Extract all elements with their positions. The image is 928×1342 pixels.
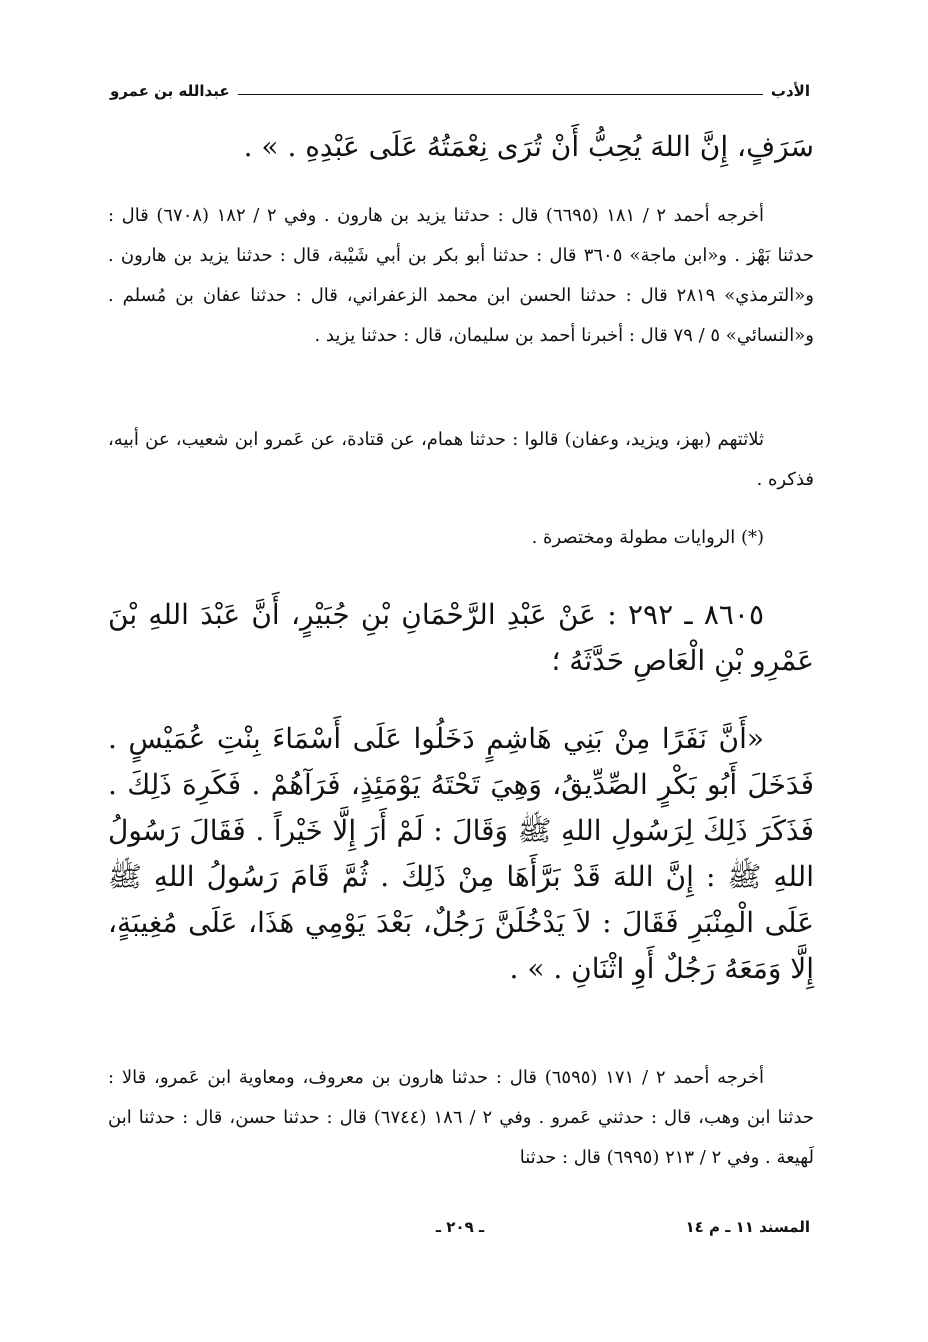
running-header xyxy=(110,74,810,100)
page-footer xyxy=(110,1218,810,1248)
header-rule xyxy=(238,94,763,95)
volume-signature: المسند ١١ ـ م ١٤ xyxy=(685,1218,810,1236)
hadith-end-text: سَرَفٍ، إِنَّ اللهَ يُحِبُّ أَنْ تُرَى نِعْمَتُهُ عَلَى عَبْدِهِ . » . xyxy=(243,130,814,163)
takhrij-paragraph-2: أخرجه أحمد ٢ / ١٧١ (٦٥٩٥) قال : حدثنا هارون بن معروف، ومعاوية ابن عَمرو، قالا : حدثنا ابن وهب، قال : حدثني عَمرو . وفي ٢ / ١٨٦ (٦٧٤٤) قال : حدثنا حسن، قال : حدثنا ابن لَهيعة . وفي ٢ / ٢١٣ (٦٩٩٥) قال : حدثنا xyxy=(108,1067,815,1168)
hadith-matn-text: «أَنَّ نَفَرًا مِنْ بَنِي هَاشِمٍ دَخَلُوا عَلَى أَسْمَاءَ بِنْتِ عُمَيْسٍ . فَدَخَلَ أَبُو بَكْرٍ الصِّدِّيقُ، وَهِيَ تَحْتَهُ يَوْمَئِذٍ، فَرَآهُمْ . فَكَرِهَ ذَلِكَ . فَذَكَرَ ذَلِكَ لِرَسُولِ اللهِ ﷺ وَقَالَ : لَمْ أَرَ إِلَّا خَيْراً . فَقَالَ رَسُولُ اللهِ ﷺ : إِنَّ اللهَ قَدْ بَرَّأَهَا مِنْ ذَلِكَ . ثُمَّ قَامَ رَسُولُ اللهِ ﷺ عَلَى الْمِنْبَرِ فَقَالَ : لاَ يَدْخُلَنَّ رَجُلٌ، بَعْدَ يَوْمِي هَذَا، عَلَى مُغِيبَةٍ، إِلَّا وَمَعَهُ رَجُلٌ أَوِ اثْنَانِ . » . xyxy=(108,722,815,985)
takhrij-paragraph-1: أخرجه أحمد ٢ / ١٨١ (٦٦٩٥) قال : حدثنا يزيد بن هارون . وفي ٢ / ١٨٢ (٦٧٠٨) قال : حدثنا بَهْز . و«ابن ماجة» ٣٦٠٥ قال : حدثنا أبو بكر بن أبي شَيْبة، قال : حدثنا يزيد بن هارون . و«الترمذي» ٢٨١٩ قال : حدثنا الحسن ابن محمد الزعفراني، قال : حدثنا عفان بن مُسلم . و«النسائي» ٥ / ٧٩ قال : أخبرنا أحمد بن سليمان، قال : حدثنا يزيد . xyxy=(108,205,815,346)
page-number: ـ ٢٠٩ ـ xyxy=(435,1218,485,1236)
hadith-isnad-text: ٨٦٠٥ ـ ٢٩٢ : عَنْ عَبْدِ الرَّحْمَانِ بْنِ جُبَيْرٍ، أَنَّ عَبْدَ اللهِ بْنَ عَمْرِو بْنِ الْعَاصِ حَدَّثَهُ ؛ xyxy=(108,598,814,677)
riwayat-note: (*) الروايات مطولة ومختصرة . xyxy=(531,527,764,548)
narrator-title: عبدالله بن عمرو xyxy=(110,82,230,100)
chapter-title: الأدب xyxy=(770,82,810,100)
thalathatuhum-paragraph: ثلاثتهم (بهز، ويزيد، وعفان) قالوا : حدثنا همام، عن قتادة، عن عَمرو ابن شعيب، عن أبيه، فذكره . xyxy=(108,429,814,490)
